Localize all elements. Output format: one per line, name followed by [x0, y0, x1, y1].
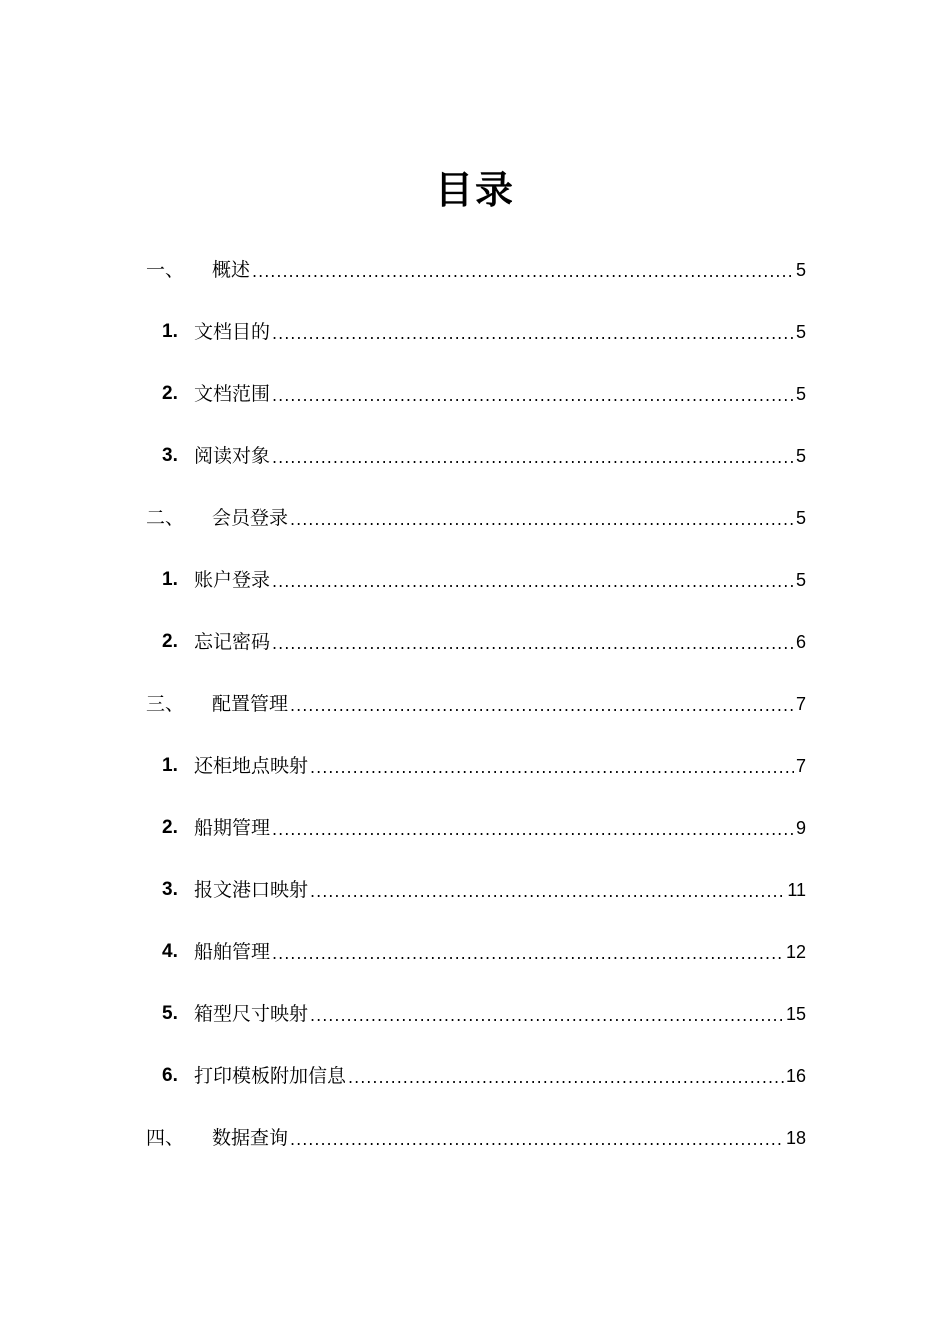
toc-number: 1. — [162, 321, 178, 342]
toc-entry[interactable] — [146, 797, 806, 859]
toc-page-number: 11 — [787, 880, 806, 900]
toc-entry[interactable] — [146, 735, 806, 797]
toc-text: 报文港口映射 — [194, 879, 309, 901]
toc-number: 2. — [162, 817, 178, 838]
toc-text: 概述 — [212, 259, 251, 281]
toc-page-number: 15 — [785, 1004, 806, 1024]
table-of-contents — [146, 239, 806, 1169]
toc-number: 6. — [162, 1065, 178, 1086]
toc-text: 箱型尺寸映射 — [194, 1003, 309, 1025]
toc-entry[interactable] — [146, 301, 806, 363]
toc-leader — [272, 799, 794, 861]
toc-leader — [272, 365, 794, 427]
toc-number: 三、 — [146, 693, 185, 715]
toc-page-number: 6 — [795, 632, 806, 652]
toc-page-number: 18 — [785, 1128, 806, 1148]
toc-page-number: 5 — [795, 260, 806, 280]
toc-leader — [290, 675, 794, 737]
toc-number: 3. — [162, 879, 178, 900]
toc-entry[interactable] — [146, 921, 806, 983]
toc-page-number: 5 — [795, 446, 806, 466]
toc-text: 数据查询 — [212, 1127, 289, 1149]
toc-text: 文档目的 — [194, 321, 271, 343]
toc-leader — [272, 427, 794, 489]
toc-page-number: 12 — [785, 942, 806, 962]
toc-page-number: 5 — [795, 322, 806, 342]
toc-entry[interactable] — [146, 239, 806, 301]
toc-entry[interactable] — [146, 487, 806, 549]
toc-page-number: 7 — [795, 694, 806, 714]
toc-number: 1. — [162, 569, 178, 590]
toc-number: 二、 — [146, 507, 185, 529]
toc-leader — [290, 1109, 784, 1171]
toc-entry[interactable] — [146, 859, 806, 921]
toc-leader — [310, 737, 794, 799]
toc-text: 船舶管理 — [194, 941, 271, 963]
toc-number: 4. — [162, 941, 178, 962]
toc-text: 还柜地点映射 — [194, 755, 309, 777]
page-title: 目录 — [434, 168, 515, 212]
toc-entry[interactable] — [146, 363, 806, 425]
toc-page-number: 7 — [795, 756, 806, 776]
toc-leader — [272, 303, 794, 365]
toc-page-number: 5 — [795, 570, 806, 590]
toc-leader — [310, 861, 785, 923]
toc-text: 船期管理 — [194, 817, 271, 839]
toc-leader — [272, 923, 784, 985]
toc-leader — [252, 241, 794, 303]
toc-text: 忘记密码 — [194, 631, 271, 653]
toc-leader — [310, 985, 784, 1047]
toc-leader — [290, 489, 794, 551]
toc-text: 账户登录 — [194, 569, 271, 591]
toc-text: 配置管理 — [212, 693, 289, 715]
toc-entry[interactable] — [146, 1045, 806, 1107]
toc-number: 5. — [162, 1003, 178, 1024]
toc-entry[interactable] — [146, 983, 806, 1045]
toc-number: 2. — [162, 383, 178, 404]
toc-text: 文档范围 — [194, 383, 271, 405]
toc-text: 打印模板附加信息 — [194, 1065, 347, 1087]
toc-number: 3. — [162, 445, 178, 466]
toc-text: 会员登录 — [212, 507, 289, 529]
toc-page-number: 5 — [795, 384, 806, 404]
toc-entry[interactable] — [146, 673, 806, 735]
toc-entry[interactable] — [146, 1107, 806, 1169]
toc-leader — [272, 551, 794, 613]
toc-number: 1. — [162, 755, 178, 776]
toc-page-number: 16 — [785, 1066, 806, 1086]
toc-number: 四、 — [146, 1127, 185, 1149]
toc-text: 阅读对象 — [194, 445, 271, 467]
toc-leader — [272, 613, 794, 675]
toc-leader — [348, 1047, 784, 1109]
toc-page-number: 9 — [795, 818, 806, 838]
toc-number: 2. — [162, 631, 178, 652]
toc-entry[interactable] — [146, 549, 806, 611]
toc-page-number: 5 — [795, 508, 806, 528]
toc-entry[interactable] — [146, 425, 806, 487]
toc-entry[interactable] — [146, 611, 806, 673]
toc-number: 一、 — [146, 259, 185, 281]
